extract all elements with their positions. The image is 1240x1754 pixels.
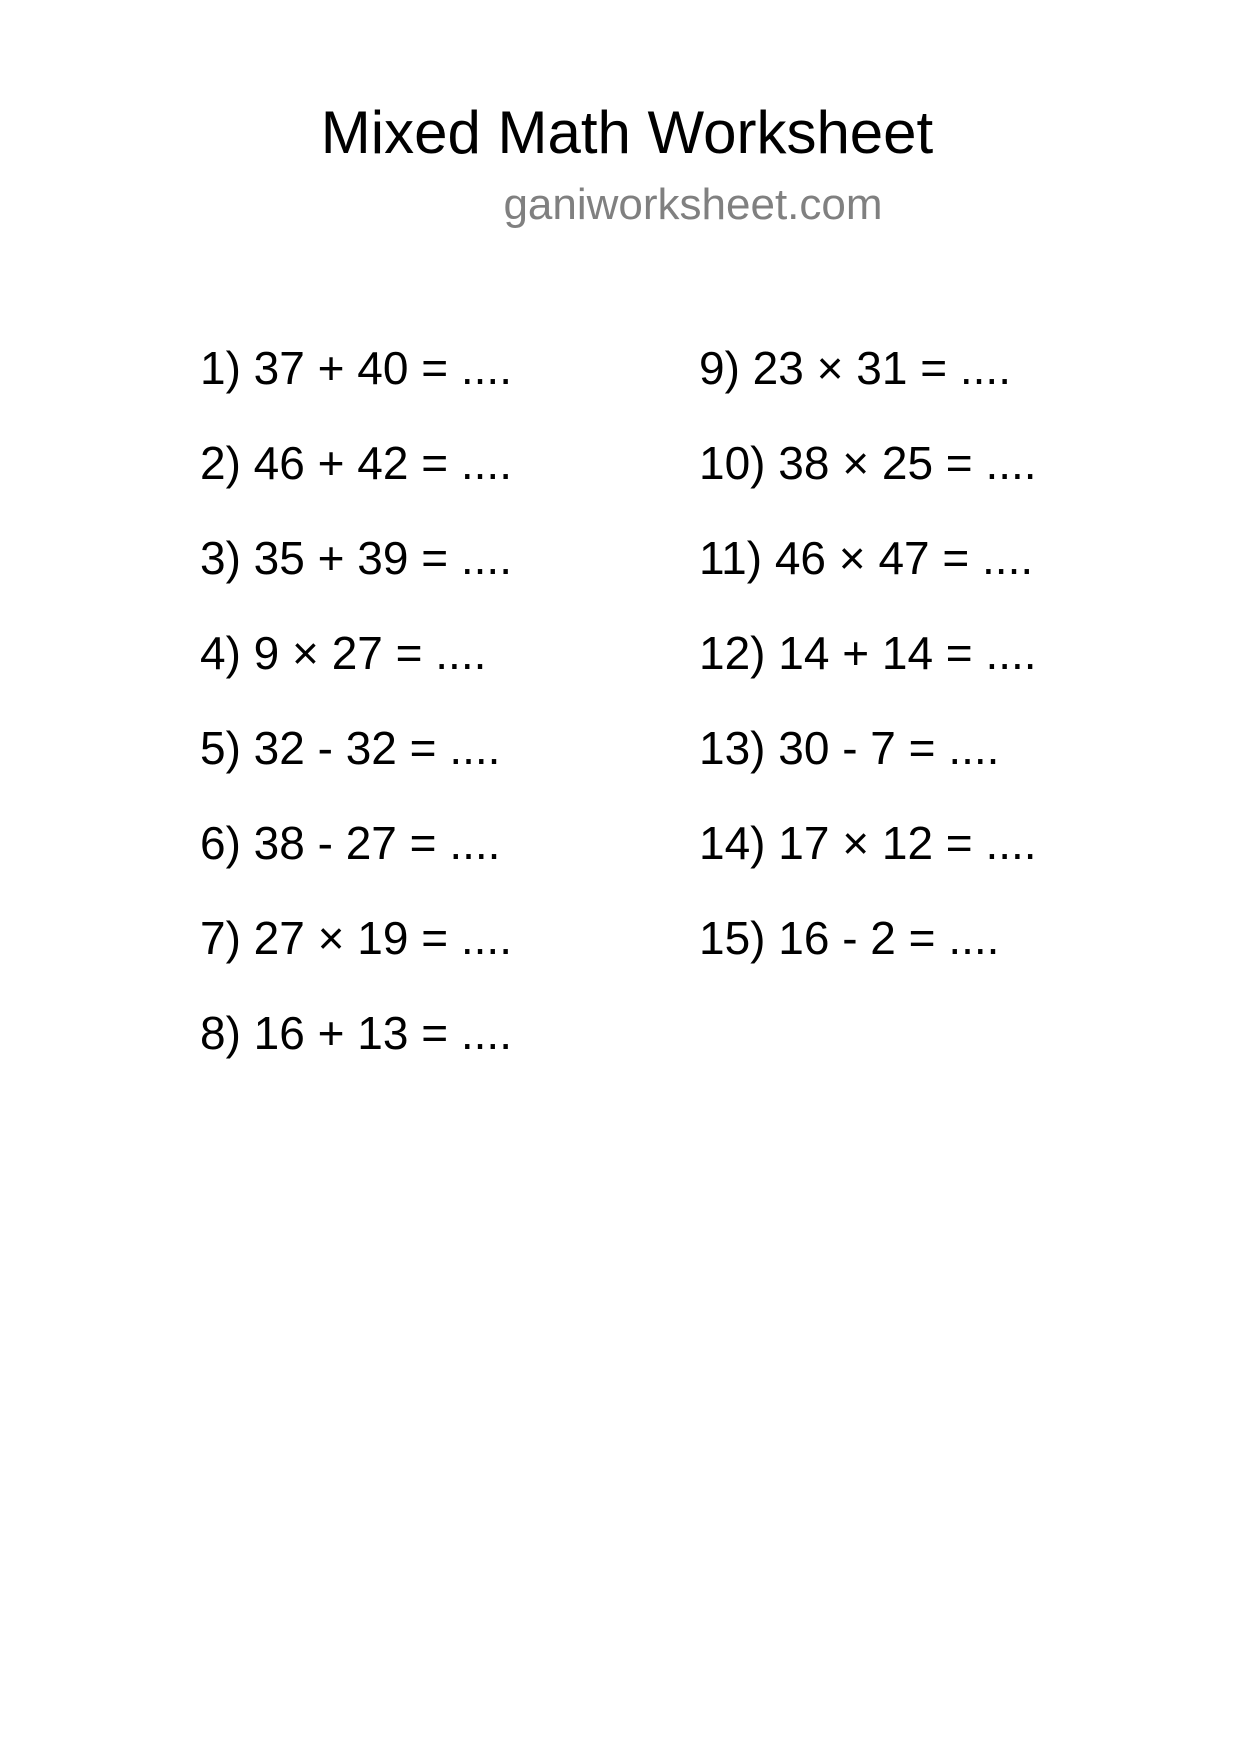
problem-item: 3) 35 + 39 = ....: [200, 532, 512, 584]
problem-item: 5) 32 - 32 = ....: [200, 722, 501, 774]
problem-item: 9) 23 × 31 = ....: [699, 342, 1011, 394]
problem-item: 8) 16 + 13 = ....: [200, 1007, 512, 1059]
problem-item: 10) 38 × 25 = ....: [699, 437, 1037, 489]
problem-item: 11) 46 × 47 = ....: [699, 532, 1034, 584]
problem-item: 7) 27 × 19 = ....: [200, 912, 512, 964]
problem-item: 4) 9 × 27 = ....: [200, 627, 487, 679]
problem-item: 13) 30 - 7 = ....: [699, 722, 1000, 774]
problem-item: 14) 17 × 12 = ....: [699, 817, 1037, 869]
problem-item: 12) 14 + 14 = ....: [699, 627, 1037, 679]
worksheet-source: ganiworksheet.com: [503, 180, 883, 229]
problem-item: 15) 16 - 2 = ....: [699, 912, 1000, 964]
problem-item: 1) 37 + 40 = ....: [200, 342, 512, 394]
worksheet-title: Mixed Math Worksheet: [320, 99, 934, 166]
problem-item: 6) 38 - 27 = ....: [200, 817, 501, 869]
problem-item: 2) 46 + 42 = ....: [200, 437, 512, 489]
